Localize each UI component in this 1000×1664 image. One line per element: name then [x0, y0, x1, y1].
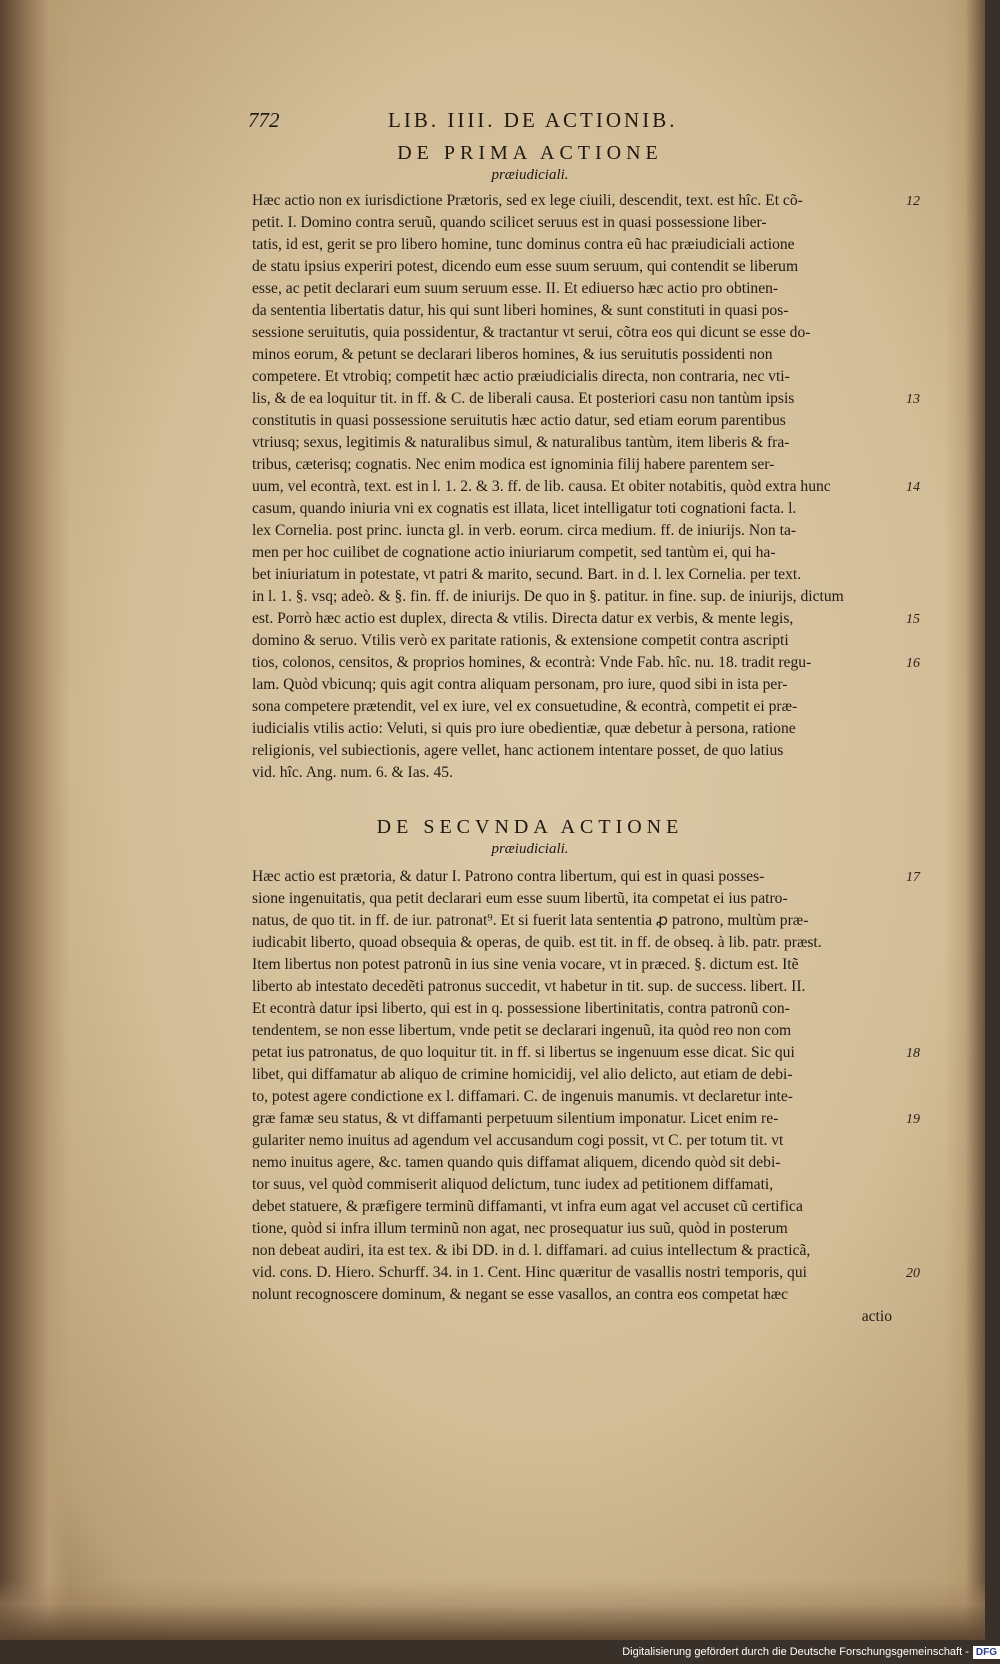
page-edge-bottom	[0, 1580, 985, 1640]
text-line: iudicialis vtilis actio: Veluti, si quis pro iure obedientiæ, quæ debetur à persona, ratione	[252, 720, 796, 737]
page-edge-left	[0, 0, 70, 1640]
text-line: Et econtrà datur ipsi liberto, qui est in q. possessione libertinitatis, contra patronũ con-	[252, 1000, 790, 1017]
text-line: nolunt recognoscere dominum, & negant se esse vasallos, an contra eos competat hæc	[252, 1286, 789, 1303]
text-line: debet statuere, & præfigere terminũ diffamanti, vt infra eum agat vel accuset cũ certifica	[252, 1198, 803, 1215]
margin-number: 15	[906, 612, 920, 627]
text-line: vid. hîc. Ang. num. 6. & Ias. 45.	[252, 764, 453, 781]
text-line: constitutis in quasi possessione seruitutis hæc actio datur, sed etiam eorum parentibus	[252, 412, 786, 429]
text-line: petat ius patronatus, de quo loquitur tit. in ff. si libertus se ingenuum esse dicat. Sic qui	[252, 1044, 795, 1061]
text-line: tatis, id est, gerit se pro libero homine, tunc dominus contra eũ hac præiudiciali actione	[252, 236, 795, 253]
text-line: vid. cons. D. Hiero. Schurff. 34. in 1. Cent. Hinc quæritur de vasallis nostri temporis, qui	[252, 1264, 807, 1281]
section2-subtitle: præiudiciali.	[491, 841, 569, 857]
text-line: gulariter nemo inuitus ad agendum vel accusandum cogi possit, vt C. per totum tit. vt	[252, 1132, 784, 1149]
text-line: tribus, cæterisq; cognatis. Nec enim modica est ignominia filij habere parentem ser-	[252, 456, 775, 473]
text-line: uum, vel econtrà, text. est in l. 1. 2. & 3. ff. de lib. causa. Et obiter notabitis, quòd extra hunc	[252, 478, 831, 495]
text-line: de statu ipsius experiri potest, dicendo eum esse suum seruum, qui contendit se liberum	[252, 258, 799, 275]
margin-number: 19	[906, 1112, 920, 1127]
text-line: lex Cornelia. post princ. iuncta gl. in verb. eorum. circa medium. ff. de iniurijs. Non ta-	[252, 522, 797, 539]
section1-text	[252, 190, 902, 784]
digitization-credit	[560, 1646, 1000, 1664]
text-line: petit. I. Domino contra seruũ, quando scilicet seruus est in quasi possessione liber-	[252, 214, 767, 231]
section2-text	[252, 866, 902, 1328]
text-line: libet, qui diffamatur ab aliquo de crimine homicidij, vel alio delicto, aut etiam de debi-	[252, 1066, 793, 1083]
text-line: da sententia libertatis datur, his qui sunt liberi homines, & sunt constituti in quasi pos-	[252, 302, 789, 319]
text-line: religionis, vel subiectionis, agere vellet, hanc actionem intentare posset, de quo latius	[252, 742, 784, 759]
text-line: natus, de quo tit. in ff. de iur. patronat⁹. Et si fuerit lata sententia ꝓ patrono, multùm præ-	[252, 912, 809, 929]
text-line: domino & seruo. Vtilis verò ex paritate rationis, & extensione competit contra ascripti	[252, 632, 789, 649]
text-line: vtriusq; sexus, legitimis & naturalibus simul, & naturalibus tantùm, item liberis & fra-	[252, 434, 790, 451]
catchword: actio	[861, 1308, 892, 1325]
text-line: Item libertus non potest patronũ in ius sine venia vocare, vt in præced. §. dictum est. Itẽ	[252, 956, 799, 973]
text-line: liberto ab intestato decedẽti patronus succedit, vt habetur in tit. sup. de success. libert. II.	[252, 978, 806, 995]
section1-title: DE PRIMA ACTIONE	[397, 142, 663, 164]
margin-number: 17	[906, 870, 920, 885]
text-line: non debeat audiri, ita est tex. & ibi DD. in d. l. diffamari. ad cuius intellectum & practicã,	[252, 1242, 811, 1259]
text-line: tendentem, se non esse libertum, vnde petit se declarari ingenuũ, ita quòd reo non com	[252, 1022, 792, 1039]
text-line: Hæc actio est prætoria, & datur I. Patrono contra libertum, qui est in quasi posses-	[252, 868, 765, 885]
text-line: minos eorum, & petunt se declarari liberos homines, & ius seruitutis possidenti non	[252, 346, 773, 363]
text-line: tione, quòd si infra illum terminũ non agat, nec prosequatur ius suũ, quòd in posterum	[252, 1220, 788, 1237]
text-line: in l. 1. §. vsq; adeò. & §. fin. ff. de iniurijs. De quo in §. patitur. in fine. sup. de iniurijs, dictum	[252, 588, 844, 605]
folio-number: 772	[248, 108, 280, 132]
margin-number: 13	[906, 392, 920, 407]
text-line: tor suus, vel quòd commiserit aliquod delictum, tunc iudex ad petitionem diffamati,	[252, 1176, 774, 1193]
text-line: to, potest agere condictione ex l. diffamari. C. de ingenuis manumis. vt declaretur inte-	[252, 1088, 793, 1105]
page-edge-right	[945, 0, 985, 1640]
credit-text: Digitalisierung gefördert durch die Deutsche Forschungsgemeinschaft -	[622, 1646, 969, 1658]
text-line: lam. Quòd vbicunq; quis agit contra aliquam personam, pro iure, quod sibi in ista per-	[252, 676, 788, 693]
text-line: sona competere prætendit, vel ex iure, vel ex consuetudine, & econtrà, competit ei præ-	[252, 698, 798, 715]
text-line: nemo inuitus agere, &c. tamen quando quis diffamat aliquem, dicendo quòd sit debi-	[252, 1154, 781, 1171]
margin-number: 12	[906, 194, 920, 209]
running-title: LIB. IIII. DE ACTIONIB.	[388, 108, 678, 132]
margin-number: 20	[906, 1266, 920, 1281]
text-line: esse, ac petit declarari eum suum seruum esse. II. Et ediuerso hæc actio pro obtinen-	[252, 280, 779, 297]
section1-subtitle: præiudiciali.	[491, 167, 569, 183]
dfg-logo: DFG	[973, 1646, 1000, 1659]
margin-number: 14	[906, 480, 920, 495]
text-line: iudicabit liberto, quoad obsequia & operas, de quib. est tit. in ff. de obseq. à lib. patr. præst.	[252, 934, 822, 951]
text-line: competere. Et vtrobiq; competit hæc actio præiudicialis directa, non contraria, nec vti-	[252, 368, 790, 385]
text-line: sione ingenuitatis, qua petit declarari eum esse suum libertũ, ita competat ei ius patro-	[252, 890, 788, 907]
margin-number: 18	[906, 1046, 920, 1061]
text-line: lis, & de ea loquitur tit. in ff. & C. de liberali causa. Et posteriori casu non tantùm ipsis	[252, 390, 795, 407]
text-line: græ famæ seu status, & vt diffamanti perpetuum silentium imponatur. Licet enim re-	[252, 1110, 779, 1127]
text-line: men per hoc cuilibet de cognatione actio iniuriarum competit, sed tantùm ei, qui ha-	[252, 544, 776, 561]
text-line: casum, quando iniuria vni ex cognatis est illata, licet intelligatur toti cognationi facta. l.	[252, 500, 797, 517]
text-line: sessione seruitutis, quia possidentur, & tractantur vt serui, cõtra eos qui dicunt se esse do-	[252, 324, 811, 341]
text-line: tios, colonos, censitos, & proprios homines, & econtrà: Vnde Fab. hîc. nu. 18. tradit regu-	[252, 654, 812, 671]
section2-title: DE SECVNDA ACTIONE	[376, 816, 684, 838]
text-line: Hæc actio non ex iurisdictione Prætoris, sed ex lege ciuili, descendit, text. est hîc. Et cõ-	[252, 192, 803, 209]
text-line: est. Porrò hæc actio est duplex, directa & vtilis. Directa datur ex verbis, & mente legis,	[252, 610, 794, 627]
text-line: bet iniuriatum in potestate, vt patri & marito, secund. Bart. in d. l. lex Cornelia. per text.	[252, 566, 802, 583]
margin-number: 16	[906, 656, 920, 671]
